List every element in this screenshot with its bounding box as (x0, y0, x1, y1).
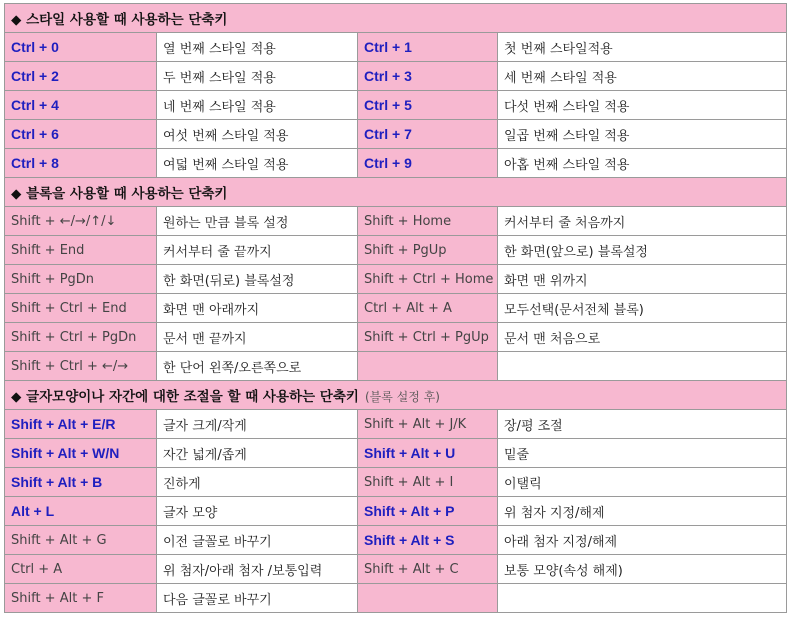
shortcut-key: Shift + Alt + W/N (5, 439, 157, 468)
shortcut-row (5, 497, 787, 526)
shortcut-key: Shift + Alt + J/K (358, 410, 498, 439)
shortcut-key: Shift + Alt + S (358, 526, 498, 555)
section-title-cell (5, 4, 787, 33)
section-title-cell (5, 381, 787, 410)
shortcut-description: 열 번째 스타일 적용 (157, 33, 358, 62)
shortcut-row (5, 62, 787, 91)
shortcut-key: Shift + Alt + B (5, 468, 157, 497)
shortcut-key: Shift + Ctrl + ←/→ (5, 352, 157, 381)
shortcut-description: 다섯 번째 스타일 적용 (498, 91, 787, 120)
shortcut-description: 문서 맨 끝까지 (157, 323, 358, 352)
shortcut-key: Shift + Ctrl + End (5, 294, 157, 323)
shortcut-key: Shift + Alt + P (358, 497, 498, 526)
section-header (5, 381, 787, 410)
shortcut-key: Shift + Alt + F (5, 584, 157, 613)
shortcut-description (498, 352, 787, 381)
shortcut-row (5, 207, 787, 236)
shortcut-key: Ctrl + 2 (5, 62, 157, 91)
shortcut-description: 다음 글꼴로 바꾸기 (157, 584, 358, 613)
shortcut-description: 세 번째 스타일 적용 (498, 62, 787, 91)
shortcut-description: 여덟 번째 스타일 적용 (157, 149, 358, 178)
section-note: (블록 설정 후) (364, 390, 440, 404)
shortcut-key: Alt + L (5, 497, 157, 526)
shortcut-description: 위 첨자 지정/해제 (498, 497, 787, 526)
shortcut-description: 화면 맨 위까지 (498, 265, 787, 294)
shortcut-description: 진하게 (157, 468, 358, 497)
shortcut-key: Ctrl + 9 (358, 149, 498, 178)
shortcut-key: Shift + Alt + U (358, 439, 498, 468)
shortcut-description: 일곱 번째 스타일 적용 (498, 120, 787, 149)
shortcut-description: 이전 글꼴로 바꾸기 (157, 526, 358, 555)
shortcut-table-body (5, 4, 787, 613)
shortcut-description: 글자 모양 (157, 497, 358, 526)
shortcut-description: 보통 모양(속성 해제) (498, 555, 787, 584)
shortcut-key (358, 584, 498, 613)
shortcut-description: 문서 맨 처음으로 (498, 323, 787, 352)
shortcut-row (5, 236, 787, 265)
shortcut-description: 이탤릭 (498, 468, 787, 497)
shortcut-key: Shift + PgDn (5, 265, 157, 294)
shortcut-description: 네 번째 스타일 적용 (157, 91, 358, 120)
shortcut-key: Ctrl + 7 (358, 120, 498, 149)
shortcut-description: 아래 첨자 지정/해제 (498, 526, 787, 555)
shortcut-key: Shift + Ctrl + PgDn (5, 323, 157, 352)
shortcut-key: Shift + Alt + I (358, 468, 498, 497)
shortcut-row (5, 91, 787, 120)
shortcut-key: Ctrl + 8 (5, 149, 157, 178)
shortcut-row (5, 410, 787, 439)
section-header (5, 178, 787, 207)
shortcut-description: 원하는 만큼 블록 설정 (157, 207, 358, 236)
shortcut-key: Ctrl + Alt + A (358, 294, 498, 323)
shortcut-key: Ctrl + A (5, 555, 157, 584)
shortcut-description: 자간 넓게/좁게 (157, 439, 358, 468)
shortcut-description: 두 번째 스타일 적용 (157, 62, 358, 91)
shortcut-key: Shift + Alt + G (5, 526, 157, 555)
shortcut-key: Shift + Home (358, 207, 498, 236)
shortcut-description: 아홉 번째 스타일 적용 (498, 149, 787, 178)
shortcut-table (4, 3, 787, 613)
shortcut-description: 모두선택(문서전체 블록) (498, 294, 787, 323)
shortcut-key: Shift + PgUp (358, 236, 498, 265)
shortcut-row (5, 294, 787, 323)
shortcut-key: Ctrl + 0 (5, 33, 157, 62)
shortcut-row (5, 352, 787, 381)
shortcut-key: Ctrl + 5 (358, 91, 498, 120)
shortcut-key: Ctrl + 4 (5, 91, 157, 120)
shortcut-row (5, 584, 787, 613)
shortcut-description: 한 화면(뒤로) 블록설정 (157, 265, 358, 294)
section-title: ◆ 스타일 사용할 때 사용하는 단축키 (11, 12, 228, 28)
shortcut-row (5, 526, 787, 555)
section-title: ◆ 블록을 사용할 때 사용하는 단축키 (11, 186, 228, 202)
shortcut-description (498, 584, 787, 613)
shortcut-key: Shift + Ctrl + PgUp (358, 323, 498, 352)
shortcut-key: Shift + ←/→/↑/↓ (5, 207, 157, 236)
shortcut-key: Ctrl + 3 (358, 62, 498, 91)
shortcut-description: 장/평 조절 (498, 410, 787, 439)
section-header (5, 4, 787, 33)
shortcut-description: 화면 맨 아래까지 (157, 294, 358, 323)
shortcut-description: 밑줄 (498, 439, 787, 468)
shortcut-description: 여섯 번째 스타일 적용 (157, 120, 358, 149)
shortcut-key: Ctrl + 6 (5, 120, 157, 149)
shortcut-row (5, 323, 787, 352)
shortcut-key: Shift + Alt + C (358, 555, 498, 584)
shortcut-key (358, 352, 498, 381)
shortcut-row (5, 149, 787, 178)
shortcut-key: Ctrl + 1 (358, 33, 498, 62)
section-title-cell (5, 178, 787, 207)
shortcut-row (5, 468, 787, 497)
shortcut-description: 위 첨자/아래 첨자 /보통입력 (157, 555, 358, 584)
shortcut-description: 커서부터 줄 처음까지 (498, 207, 787, 236)
shortcut-row (5, 555, 787, 584)
section-title: ◆ 글자모양이나 자간에 대한 조절을 할 때 사용하는 단축키 (11, 389, 359, 405)
shortcut-row (5, 33, 787, 62)
shortcut-description: 커서부터 줄 끝까지 (157, 236, 358, 265)
shortcut-key: Shift + Ctrl + Home (358, 265, 498, 294)
shortcut-description: 첫 번째 스타일적용 (498, 33, 787, 62)
shortcut-row (5, 120, 787, 149)
shortcut-key: Shift + End (5, 236, 157, 265)
shortcut-description: 한 단어 왼쪽/오른쪽으로 (157, 352, 358, 381)
shortcut-key: Shift + Alt + E/R (5, 410, 157, 439)
shortcut-row (5, 265, 787, 294)
shortcut-description: 글자 크게/작게 (157, 410, 358, 439)
shortcut-row (5, 439, 787, 468)
shortcut-description: 한 화면(앞으로) 블록설정 (498, 236, 787, 265)
